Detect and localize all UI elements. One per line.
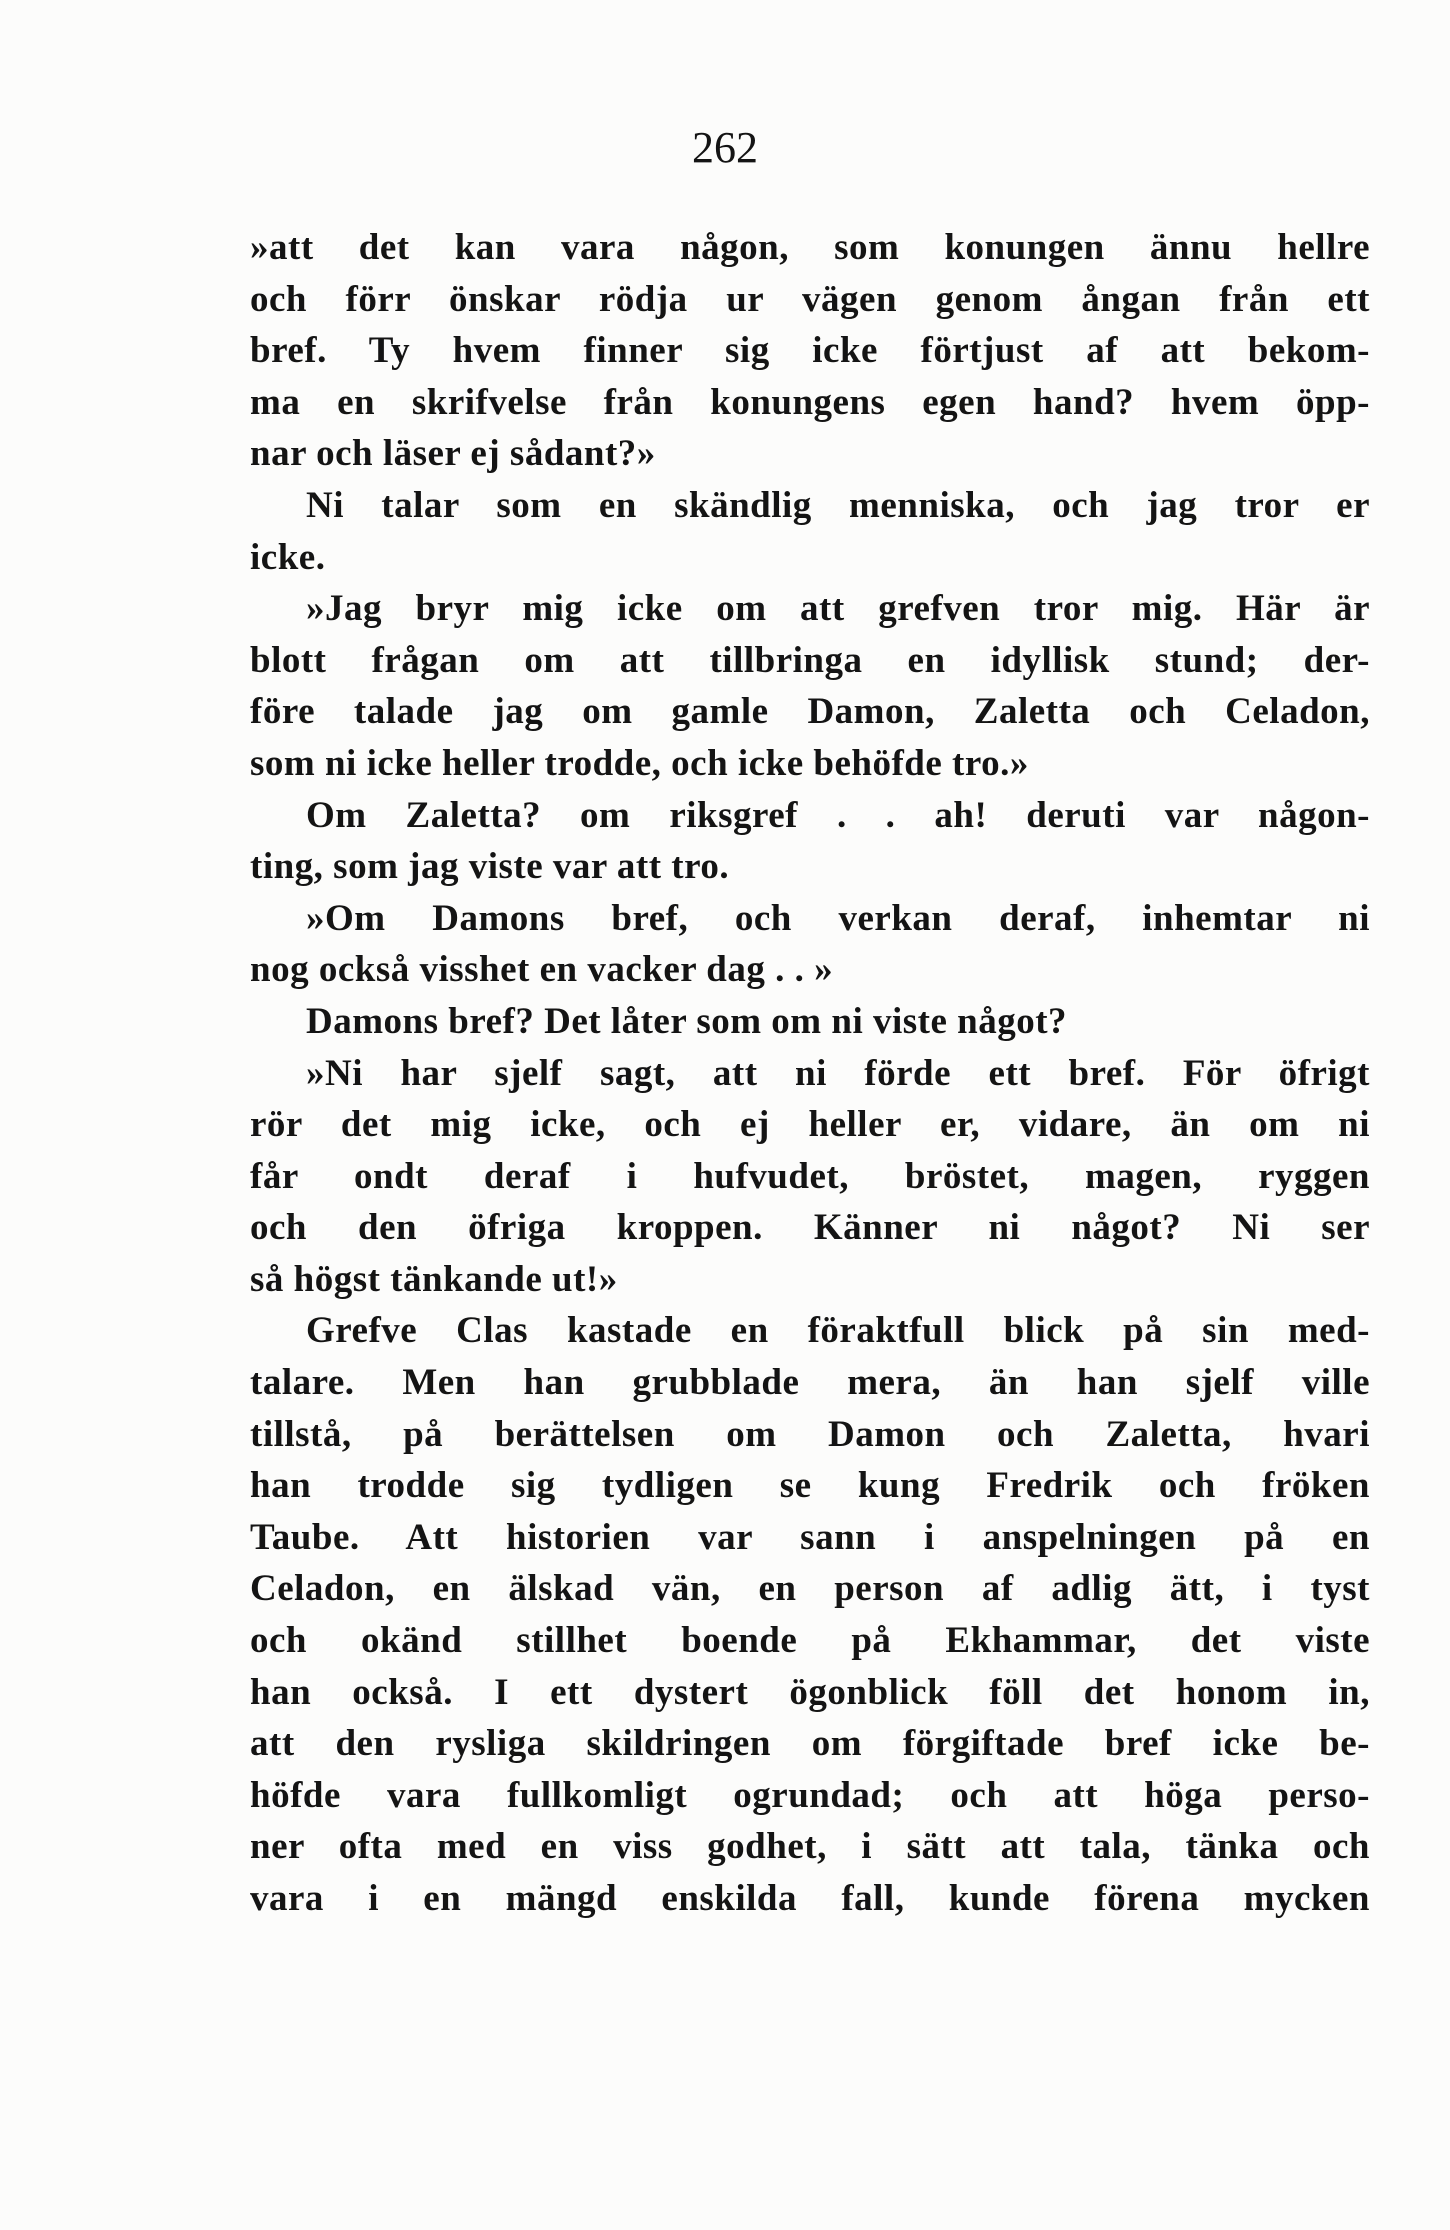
- text-line: nog också visshet en vacker dag . . »: [250, 949, 834, 991]
- text-line: och förr önskar rödja ur vägen genom ångan från ett: [250, 278, 1370, 320]
- text-line: han trodde sig tydligen se kung Fredrik och fröken: [250, 1465, 1370, 1507]
- text-line: ting, som jag viste var att tro.: [250, 846, 730, 888]
- text-line: »Om Damons bref, och verkan deraf, inhemtar ni: [306, 897, 1370, 939]
- text-line: Om Zaletta? om riksgref . . ah! deruti var någon-: [306, 794, 1370, 836]
- text-line: bref. Ty hvem finner sig icke förtjust af att bekom-: [250, 330, 1370, 372]
- text-line: och den öfriga kroppen. Känner ni något? Ni ser: [250, 1207, 1370, 1249]
- text-line: Grefve Clas kastade en föraktfull blick på sin med-: [306, 1310, 1370, 1352]
- text-line: blott frågan om att tillbringa en idyllisk stund; der-: [250, 639, 1370, 681]
- text-line: »Ni har sjelf sagt, att ni förde ett bref. För öfrigt: [306, 1052, 1370, 1094]
- text-line: talare. Men han grubblade mera, än han sjelf ville: [250, 1362, 1370, 1404]
- text-line: Celadon, en älskad vän, en person af adlig ätt, i tyst: [250, 1568, 1370, 1610]
- text-line: före talade jag om gamle Damon, Zaletta och Celadon,: [250, 691, 1370, 733]
- text-line: så högst tänkande ut!»: [250, 1258, 618, 1300]
- text-line: som ni icke heller trodde, och icke behöfde tro.»: [250, 742, 1029, 784]
- body-text: [250, 222, 1370, 1925]
- text-line: nar och läser ej sådant?»: [250, 433, 656, 475]
- text-line: »att det kan vara någon, som konungen ännu hellre: [250, 227, 1370, 268]
- text-line: att den rysliga skildringen om förgiftade bref icke be-: [250, 1723, 1370, 1765]
- text-line: höfde vara fullkomligt ogrundad; och att höga perso-: [250, 1774, 1370, 1816]
- page-number: 262: [692, 123, 758, 172]
- text-line: får ondt deraf i hufvudet, bröstet, magen, ryggen: [250, 1155, 1370, 1197]
- text-line: ma en skrifvelse från konungens egen hand? hvem öpp-: [250, 381, 1370, 423]
- text-line: tillstå, på berättelsen om Damon och Zaletta, hvari: [250, 1413, 1370, 1455]
- text-line: han också. I ett dystert ögonblick föll det honom in,: [250, 1671, 1370, 1713]
- text-line: ner ofta med en viss godhet, i sätt att tala, tänka och: [250, 1826, 1370, 1868]
- text-line: Damons bref? Det låter som om ni viste något?: [306, 1000, 1068, 1042]
- text-line: icke.: [250, 536, 326, 578]
- text-line: Ni talar som en skändlig menniska, och jag tror er: [306, 484, 1370, 526]
- text-line: och okänd stillhet boende på Ekhammar, det viste: [250, 1620, 1370, 1662]
- text-line: »Jag bryr mig icke om att grefven tror mig. Här är: [306, 588, 1370, 630]
- text-line: rör det mig icke, och ej heller er, vidare, än om ni: [250, 1104, 1370, 1146]
- text-line: vara i en mängd enskilda fall, kunde förena mycken: [250, 1878, 1370, 1919]
- text-line: Taube. Att historien var sann i anspelningen på en: [250, 1516, 1370, 1558]
